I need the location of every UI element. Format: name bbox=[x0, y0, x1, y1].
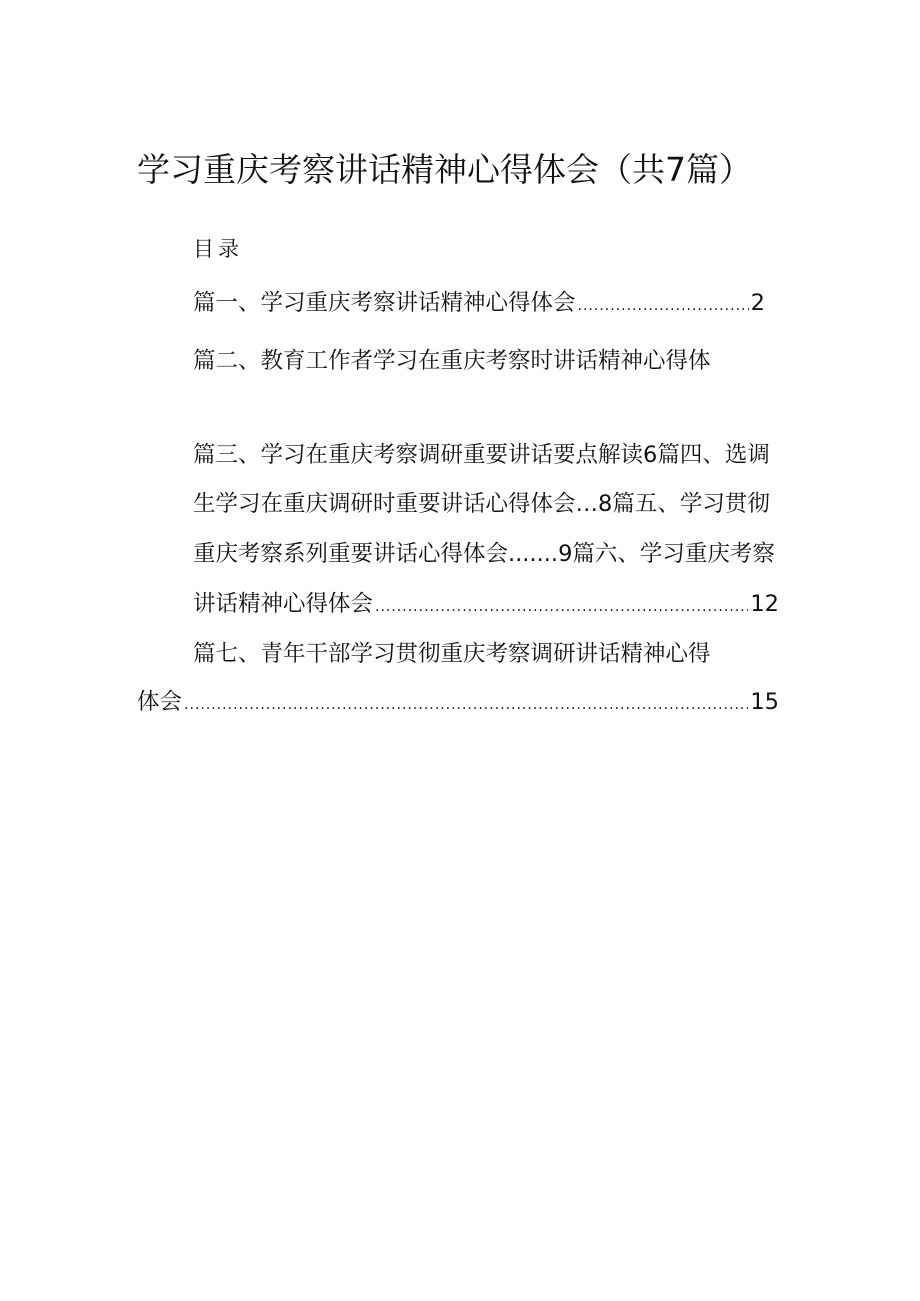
toc-entry-text: 体会 bbox=[137, 689, 183, 715]
toc-entry-text: 重庆考察系列重要讲话心得体会.......9篇六、学习重庆考察 bbox=[193, 541, 775, 567]
toc-entry-text: 生学习在重庆调研时重要讲话心得体会…8篇五、学习贯彻 bbox=[193, 491, 770, 517]
dot-leader bbox=[184, 690, 748, 720]
toc-entry[interactable] bbox=[193, 639, 711, 669]
toc-entry[interactable] bbox=[193, 589, 779, 622]
dot-leader bbox=[375, 592, 748, 622]
toc-entry[interactable] bbox=[193, 539, 775, 569]
toc-entry-text: 篇七、青年干部学习贯彻重庆考察调研讲话精神心得 bbox=[193, 641, 711, 667]
toc-entry[interactable] bbox=[137, 687, 779, 720]
toc-page-number: 12 bbox=[750, 591, 779, 617]
toc-page-number: 2 bbox=[750, 290, 765, 316]
toc-entry[interactable] bbox=[193, 489, 770, 519]
toc-entry-text: 篇一、学习重庆考察讲话精神心得体会 bbox=[193, 290, 576, 316]
toc-entry[interactable] bbox=[193, 440, 770, 470]
toc-entry[interactable] bbox=[193, 288, 765, 321]
toc-entry-text: 篇二、教育工作者学习在重庆考察时讲话精神心得体 bbox=[193, 348, 711, 374]
toc-entry[interactable] bbox=[193, 346, 711, 376]
document-title: 学习重庆考察讲话精神心得体会（共7篇） bbox=[137, 150, 752, 189]
dot-leader bbox=[578, 291, 749, 321]
toc-heading: 目录 bbox=[193, 237, 243, 261]
toc-entry-text: 篇三、学习在重庆考察调研重要讲话要点解读6篇四、选调 bbox=[193, 442, 770, 468]
toc-entry-text: 讲话精神心得体会 bbox=[193, 591, 374, 617]
toc-page-number: 15 bbox=[750, 689, 779, 715]
